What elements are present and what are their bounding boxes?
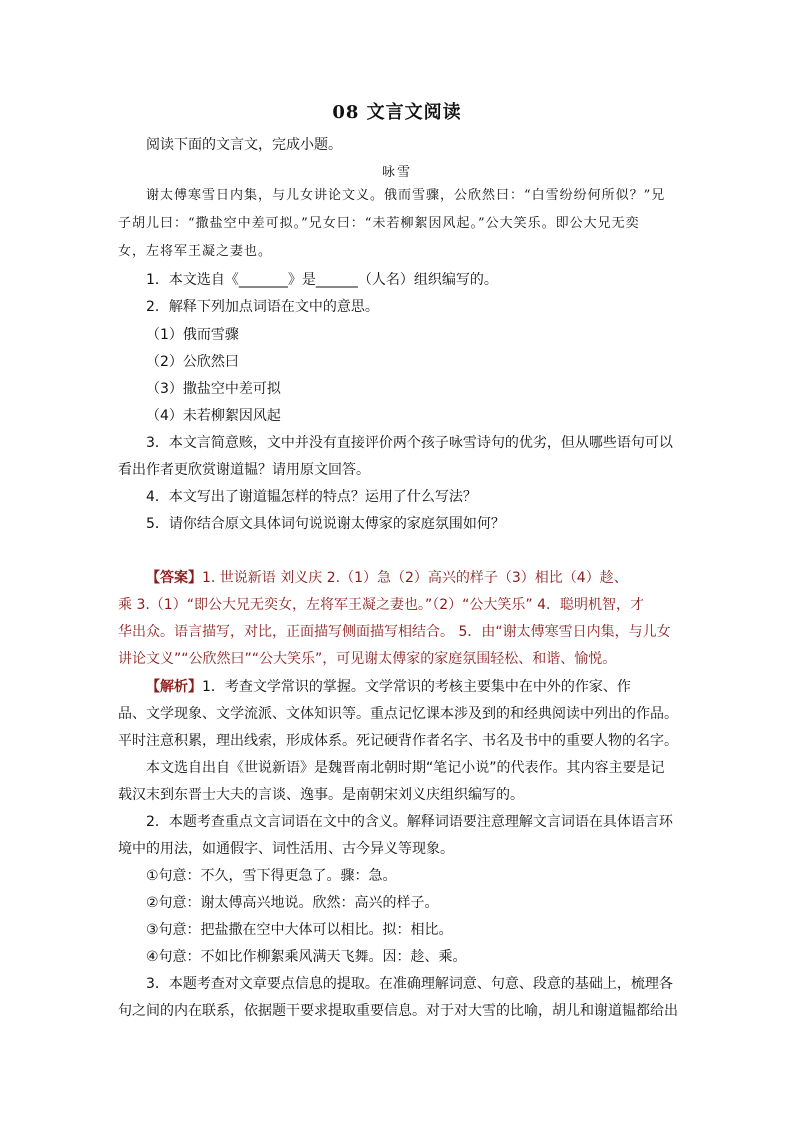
- answer-line: 乘 3.（1）“即公大兄无奕女，左将军王凝之妻也。”（2）“公大笑乐” 4．聪明机智，才: [118, 597, 644, 613]
- sub-question: （1）俄而雪骤: [146, 327, 239, 343]
- passage-line: 女，左将军王凝之妻也。: [118, 244, 273, 259]
- analysis-line: ④句意：不如比作柳絮乘风满天飞舞。因：趁、乘。: [146, 949, 467, 965]
- answer-line: 讲论文义”“公欣然曰”“公大笑乐”，可见谢太傅家的家庭氛围轻松、和谐、愉悦。: [118, 651, 617, 667]
- question-4: 4．本文写出了谢道韫怎样的特点？运用了什么写法？: [146, 489, 477, 505]
- analysis-line: 载汉末到东晋士大夫的言谈、逸事。是南朝宋刘义庆组织编写的。: [118, 787, 524, 803]
- answer-tag: 【答案】: [146, 570, 202, 586]
- sub-question: （3）撒盐空中差可拟: [146, 381, 281, 397]
- answer-line: 华出众。语言描写，对比，正面描写侧面描写相结合。 5．由“谢太傅寒雪日内集，与儿女: [118, 624, 671, 640]
- passage-line: 子胡儿曰：“撒盐空中差可拟。”兄女曰：“未若柳絮因风起。”公大笑乐。即公大兄无奕: [118, 216, 640, 231]
- analysis-line: 句之间的内在联系，依据题干要求提取重要信息。对于对大雪的比喻，胡儿和谢道韫都给出: [118, 1003, 678, 1019]
- analysis-line: ①句意：不久，雪下得更急了。骤：急。: [146, 868, 397, 884]
- sub-question: （2）公欣然曰: [146, 354, 239, 370]
- analysis-line: [146, 677, 631, 697]
- question-2: 2．解释下列加点词语在文中的意思。: [146, 299, 379, 315]
- sub-question: （4）未若柳絮因风起: [146, 408, 281, 424]
- page-title: 08 文言文阅读: [332, 102, 462, 123]
- intro-text: 阅读下面的文言文，完成小题。: [146, 137, 342, 153]
- analysis-line: 2．本题考查重点文言词语在文中的含义。解释词语要注意理解文言词语在具体语言环: [146, 814, 673, 830]
- analysis-line: 境中的用法，如通假字、词性活用、古今异义等现象。: [118, 841, 454, 857]
- question-5: 5．请你结合原文具体词句说说谢太傅家的家庭氛围如何？: [146, 516, 505, 532]
- answer-text: 1. 世说新语 刘义庆 2.（1）急（2）高兴的样子（3）相比（4）趁、: [202, 570, 628, 586]
- analysis-line: 品、文学现象、文学流派、文体知识等。重点记忆课本涉及到的和经典阅读中列出的作品。: [118, 706, 678, 722]
- question-3: 3．本文言简意赅，文中并没有直接评价两个孩子咏雪诗句的优劣，但从哪些语句可以: [146, 435, 673, 451]
- analysis-line: 平时注意积累，理出线索，形成体系。死记硬背作者名字、书名及书中的重要人物的名字。: [118, 733, 678, 749]
- question-1: 1．本文选自《_______》是______（人名）组织编写的。: [146, 272, 498, 288]
- passage-line: 谢太傅寒雪日内集，与儿女讲论文义。俄而雪骤，公欣然曰：“白雪纷纷何所似？”兄: [146, 188, 666, 203]
- poem-title: 咏雪: [381, 165, 412, 180]
- answer-line: [146, 568, 628, 588]
- analysis-line: 本文选自出自《世说新语》是魏晋南北朝时期“笔记小说”的代表作。其内容主要是记: [146, 760, 665, 776]
- analysis-tag: 【解析】: [146, 679, 202, 695]
- question-3-cont: 看出作者更欣赏谢道韫？请用原文回答。: [118, 462, 370, 478]
- analysis-line: ②句意：谢太傅高兴地说。欣然：高兴的样子。: [146, 895, 439, 911]
- analysis-line: ③句意：把盐撒在空中大体可以相比。拟：相比。: [146, 922, 453, 938]
- analysis-line: 3．本题考查对文章要点信息的提取。在准确理解词意、句意、段意的基础上，梳理各: [146, 976, 673, 992]
- analysis-text: 1．考查文学常识的掌握。文学常识的考核主要集中在中外的作家、作: [202, 679, 631, 695]
